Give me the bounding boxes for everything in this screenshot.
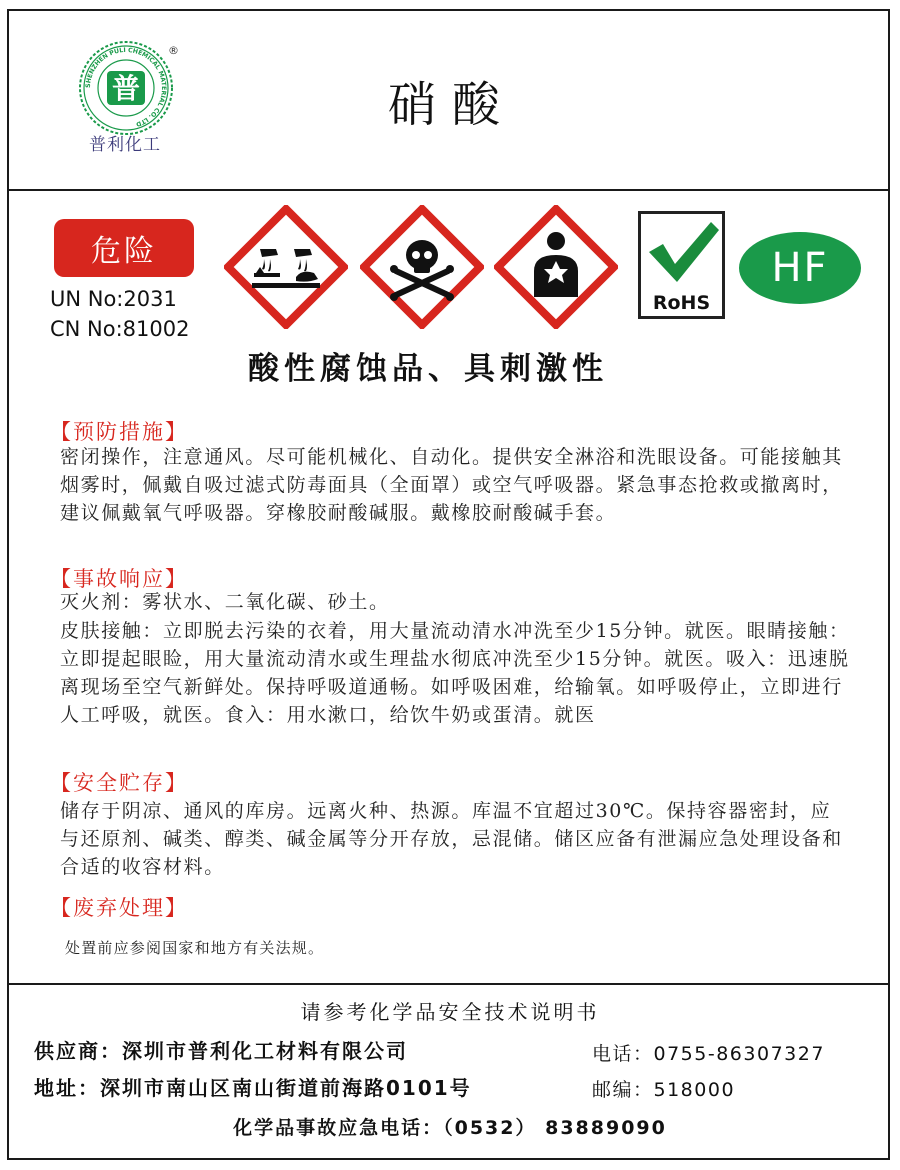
corrosive-icon (224, 205, 348, 329)
hf-badge: HF (739, 232, 861, 304)
supplier: 供应商：深圳市普利化工材料有限公司 (34, 1039, 408, 1063)
prevention-text: 密闭操作，注意通风。尽可能机械化、自动化。提供安全淋浴和洗眼设备。可能接触其烟雾时，佩戴自吸过滤式防毒面具（全面罩）或空气呼吸器。紧急事态抢救或撤离时，建议佩戴氧气呼吸器。穿橡胶耐酸碱服。戴橡胶耐酸碱手套。 (60, 446, 843, 524)
health-hazard-icon (494, 205, 618, 329)
disposal-text: 处置前应参阅国家和地方有关法规。 (65, 939, 325, 957)
logo-mark: 普 (111, 72, 141, 105)
divider-footer (7, 983, 890, 985)
phone: 电话：0755-86307327 (592, 1043, 825, 1065)
divider-header (7, 189, 890, 191)
rohs-badge (638, 211, 725, 319)
response-extinguisher: 灭火剂：雾状水、二氧化碳、砂土。 (60, 591, 390, 613)
postcode: 邮编：518000 (592, 1079, 736, 1101)
danger-badge: 危险 (54, 219, 194, 277)
logo-ring-text: SHENZHEN PULI CHEMICAL MATERIAL CO. LTD (84, 46, 168, 128)
logo-caption: 普利化工 (89, 135, 161, 155)
disposal-heading: 【废弃处理】 (50, 896, 188, 920)
storage-heading: 【安全贮存】 (50, 771, 188, 795)
storage-text: 储存于阴凉、通风的库房。远离火种、热源。库温不宜超过30℃。保持容器密封，应与还原剂、碱类、醇类、碱金属等分开存放，忌混储。储区应备有泄漏应急处理设备和合适的收容材料。 (60, 800, 843, 878)
product-title: 硝酸 (388, 77, 517, 133)
cn-number: CN No:81002 (50, 317, 190, 341)
registered-mark: ® (168, 44, 179, 57)
msds-reference: 请参考化学品安全技术说明书 (300, 1000, 600, 1024)
address: 地址：深圳市南山区南山街道前海路0101号 (34, 1076, 472, 1100)
response-text: 皮肤接触：立即脱去污染的衣着，用大量流动清水冲洗至少15分钟。就医。眼睛接触：立即提起眼睑，用大量流动清水或生理盐水彻底冲洗至少15分钟。就医。吸入：迅速脱离现场至空气新鲜处。保持呼吸道通畅。如呼吸困难，给输氧。如呼吸停止，立即进行人工呼吸，就医。食入：用水漱口，给饮牛奶或蛋清。就医 (60, 620, 850, 726)
skull-crossbones-icon (360, 205, 484, 329)
emergency-phone: 化学品事故应急电话：（0532） 83889090 (233, 1117, 667, 1139)
rohs-label: RoHS (652, 292, 711, 314)
hazard-classification: 酸性腐蚀品、具刺激性 (248, 351, 608, 387)
prevention-heading: 【预防措施】 (50, 420, 188, 444)
response-heading: 【事故响应】 (50, 567, 188, 591)
un-number: UN No:2031 (50, 287, 177, 311)
